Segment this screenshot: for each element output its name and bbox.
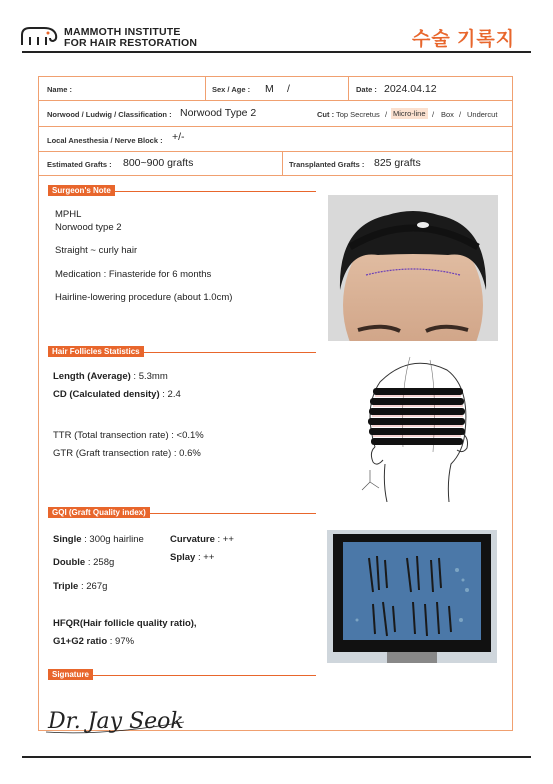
triple-label: Triple bbox=[53, 581, 79, 592]
splay-label: Splay bbox=[170, 552, 196, 563]
sex-age-label: Sex / Age : bbox=[212, 85, 251, 94]
hfqr-label bbox=[53, 618, 197, 629]
ttr-value: : <0.1% bbox=[168, 430, 204, 441]
ttr-label: TTR (Total transection rate) bbox=[53, 430, 169, 441]
row-divider bbox=[38, 126, 513, 127]
classification-label: Norwood / Ludwig / Classification : bbox=[47, 110, 172, 119]
page-title: 수술 기록지 bbox=[412, 29, 516, 50]
g1g2-row bbox=[53, 636, 134, 647]
hfqr-label-text: HFQR(Hair follicle quality ratio), bbox=[53, 618, 197, 629]
row-divider bbox=[38, 175, 513, 176]
double-value: : 258g bbox=[85, 557, 115, 568]
cd-value: : 2.4 bbox=[159, 389, 181, 400]
patient-hairline-photo bbox=[328, 195, 498, 341]
cut-separator: / bbox=[432, 110, 435, 119]
gtr-value: : 0.6% bbox=[171, 448, 201, 459]
length-label: Length (Average) bbox=[53, 371, 131, 382]
name-label: Name : bbox=[47, 85, 73, 94]
signature-title: Signature bbox=[48, 669, 93, 680]
estimated-grafts-label: Estimated Grafts : bbox=[47, 160, 112, 169]
surgeons-note-title: Surgeon's Note bbox=[48, 185, 115, 196]
transplanted-grafts-label: Transplanted Grafts : bbox=[289, 160, 365, 169]
age-separator: / bbox=[287, 83, 290, 95]
note-line: Medication : Finasteride for 6 months bbox=[55, 269, 212, 280]
cut-option-box: Box bbox=[441, 110, 454, 119]
double-label: Double bbox=[53, 557, 86, 568]
axis-gizmo-icon bbox=[362, 470, 379, 490]
cut-option-top-secretus: Top Secretus bbox=[336, 110, 380, 119]
donor-area-diagram bbox=[355, 352, 475, 502]
g1g2-label: G1+G2 ratio bbox=[53, 636, 108, 647]
gtr-row bbox=[53, 448, 201, 459]
brand-line-2: FOR HAIR RESTORATION bbox=[64, 37, 198, 49]
curvature-value: : ++ bbox=[214, 534, 234, 545]
mammoth-logo-icon bbox=[20, 25, 60, 47]
signature-text: Dr. Jay Seok bbox=[48, 709, 184, 734]
cut-option-micro-line-selected: Micro-line bbox=[393, 109, 426, 118]
gtr-label: GTR (Graft transection rate) bbox=[53, 448, 172, 459]
cut-separator: / bbox=[459, 110, 462, 119]
anesthesia-label: Local Anesthesia / Nerve Block : bbox=[47, 136, 163, 145]
ttr-row bbox=[53, 430, 204, 441]
length-row bbox=[53, 371, 168, 382]
estimated-grafts-value: 800~900 grafts bbox=[123, 157, 194, 169]
brand-line-1: MAMMOTH INSTITUTE bbox=[64, 26, 181, 38]
date-value: 2024.04.12 bbox=[384, 83, 437, 95]
cut-separator: / bbox=[385, 110, 388, 119]
graft-microscope-photo bbox=[327, 530, 497, 663]
cd-label: CD (Calculated density) bbox=[53, 389, 160, 400]
note-line: MPHL bbox=[55, 209, 82, 220]
row-divider bbox=[38, 100, 513, 101]
logo bbox=[20, 25, 60, 47]
col-divider bbox=[348, 76, 349, 100]
note-line: Norwood type 2 bbox=[55, 222, 122, 233]
triple-row bbox=[53, 581, 107, 592]
cut-label: Cut : bbox=[317, 110, 335, 119]
note-line: Straight ~ curly hair bbox=[55, 245, 138, 256]
splay-value: : ++ bbox=[195, 552, 215, 563]
date-label: Date : bbox=[356, 85, 377, 94]
note-line: Hairline-lowering procedure (about 1.0cm) bbox=[55, 292, 233, 303]
handwritten-signature bbox=[44, 700, 194, 740]
curvature-row bbox=[170, 534, 234, 545]
sex-value: M bbox=[265, 83, 274, 95]
cd-row bbox=[53, 389, 181, 400]
footer-divider bbox=[22, 756, 531, 758]
transplanted-grafts-value: 825 grafts bbox=[374, 157, 421, 169]
hair-follicles-statistics-title: Hair Follicles Statistics bbox=[48, 346, 144, 357]
col-divider bbox=[205, 76, 206, 100]
length-value: : 5.3mm bbox=[130, 371, 168, 382]
row-divider bbox=[38, 151, 513, 152]
curvature-label: Curvature bbox=[170, 534, 215, 545]
col-divider bbox=[282, 151, 283, 175]
g1g2-value: : 97% bbox=[107, 636, 135, 647]
classification-value: Norwood Type 2 bbox=[180, 107, 257, 119]
single-row bbox=[53, 534, 144, 545]
triple-value: : 267g bbox=[78, 581, 108, 592]
single-value: : 300g hairline bbox=[81, 534, 144, 545]
double-row bbox=[53, 557, 114, 568]
anesthesia-value: +/- bbox=[172, 131, 185, 143]
cut-option-undercut: Undercut bbox=[467, 110, 498, 119]
gqi-title: GQI (Graft Quality index) bbox=[48, 507, 150, 518]
header-divider bbox=[22, 51, 531, 53]
brand-name bbox=[64, 27, 197, 49]
single-label: Single bbox=[53, 534, 82, 545]
splay-row bbox=[170, 552, 214, 563]
